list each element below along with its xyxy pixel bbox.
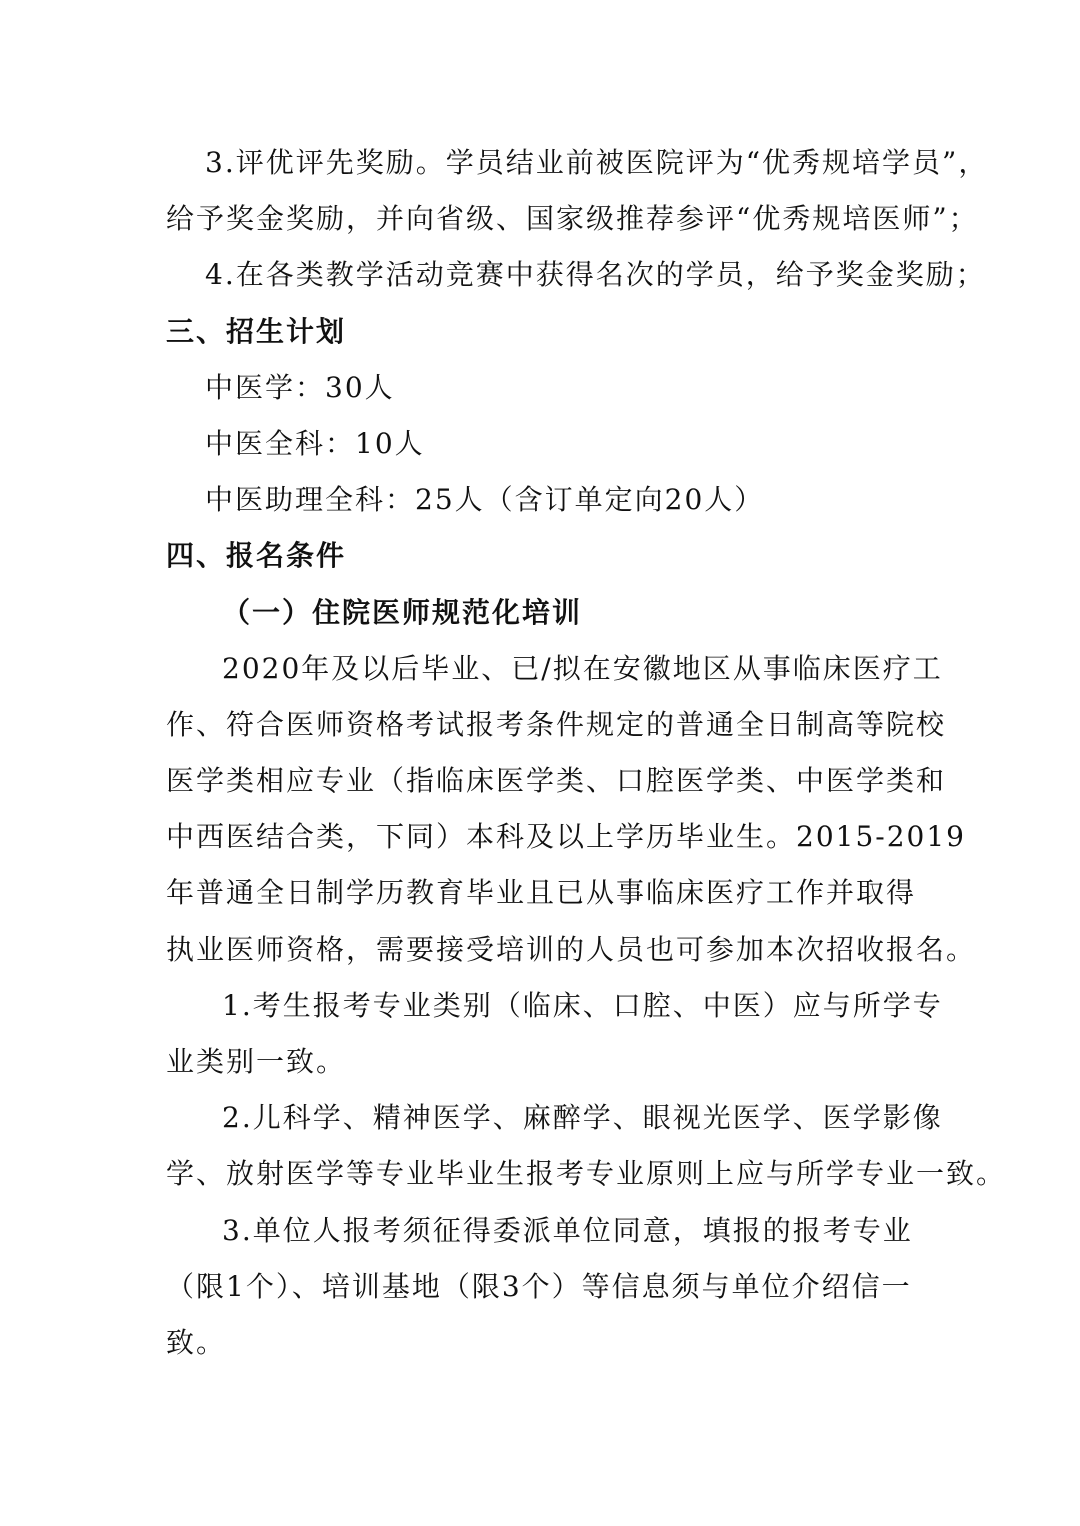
rule-1-line-1: 1.考生报考专业类别（临床、口腔、中医）应与所学专 xyxy=(222,989,943,1022)
paragraph-award-line-1: 3.评优评先奖励。学员结业前被医院评为“优秀规培学员”， xyxy=(205,146,989,179)
rule-3-line-3: 致。 xyxy=(166,1326,227,1359)
paragraph-eligibility-line-6: 执业医师资格，需要接受培训的人员也可参加本次招收报名。 xyxy=(166,933,977,966)
enrollment-item-tcm-assistant-general: 中医助理全科：25人（含订单定向20人） xyxy=(205,483,765,516)
paragraph-award-line-2: 给予奖金奖励，并向省级、国家级推荐参评“优秀规培医师”； xyxy=(166,202,979,235)
rule-3-line-1: 3.单位人报考须征得委派单位同意，填报的报考专业 xyxy=(222,1214,913,1247)
enrollment-item-tcm-general: 中医全科：10人 xyxy=(205,427,425,460)
subsection-heading-residency-training: （一）住院医师规范化培训 xyxy=(222,596,583,629)
paragraph-eligibility-line-4: 中西医结合类，下同）本科及以上学历毕业生。2015-2019 xyxy=(166,820,966,853)
enrollment-item-tcm: 中医学：30人 xyxy=(205,371,395,404)
rule-3-line-2: （限1个）、培训基地（限3个）等信息须与单位介绍信一 xyxy=(166,1270,912,1303)
rule-2-line-1: 2.儿科学、精神医学、麻醉学、眼视光医学、医学影像 xyxy=(222,1101,943,1134)
paragraph-competition-line: 4.在各类教学活动竞赛中获得名次的学员，给予奖金奖励； xyxy=(205,258,986,291)
paragraph-eligibility-line-2: 作、符合医师资格考试报考条件规定的普通全日制高等院校 xyxy=(166,708,947,741)
paragraph-eligibility-line-5: 年普通全日制学历教育毕业且已从事临床医疗工作并取得 xyxy=(166,876,917,909)
section-heading-enrollment-plan: 三、招生计划 xyxy=(166,315,347,348)
rule-1-line-2: 业类别一致。 xyxy=(166,1045,347,1078)
paragraph-eligibility-line-3: 医学类相应专业（指临床医学类、口腔医学类、中医学类和 xyxy=(166,764,947,797)
paragraph-eligibility-line-1: 2020年及以后毕业、已/拟在安徽地区从事临床医疗工 xyxy=(222,652,943,685)
section-heading-registration-conditions: 四、报名条件 xyxy=(166,539,347,572)
rule-2-line-2: 学、放射医学等专业毕业生报考专业原则上应与所学专业一致。 xyxy=(166,1157,1007,1190)
